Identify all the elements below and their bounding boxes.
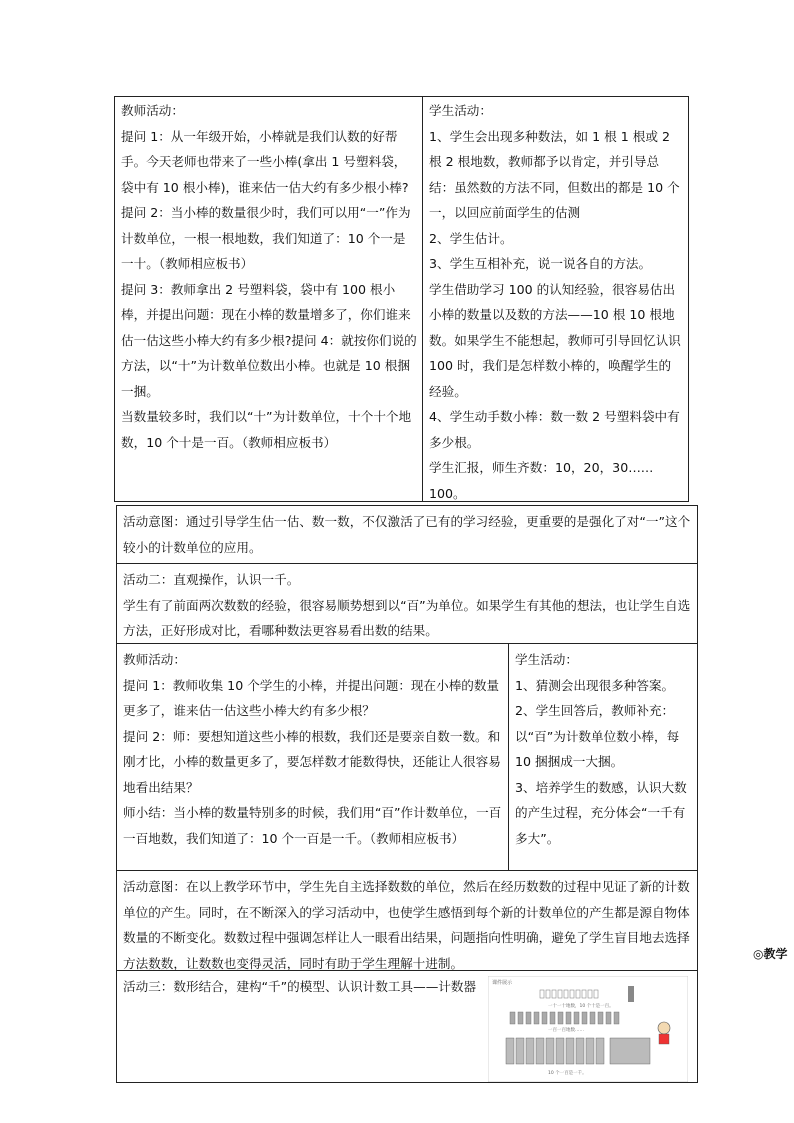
activity-intent-cell-1	[116, 505, 698, 564]
student-item-2-2: 2、学生回答后，教师补充：以“百”为计数单位数小棒，每 10 捆捆成一大捆。	[515, 703, 680, 769]
teacher-summary-1: 当数量较多时，我们以“十”为计数单位，十个十个地数，10 个十是一百。（教师相应板书）	[121, 409, 412, 450]
activity-intent-1: 活动意图：通过引导学生估一估、数一数，不仅激活了已有的学习经验，更重要的是强化了对“一”这个较小的计数单位的应用。	[123, 514, 691, 555]
teacher-question-3: 提问 3：教师拿出 2 号塑料袋，袋中有 100 根小棒，并提出问题：现在小棒的数量增多了，你们谁来估一估这些小棒大约有多少根?提问 4：就按你们说的方法，以“十”为计数单位数出小棒。也就是 10 根捆一捆。	[121, 281, 417, 399]
teacher-question-2: 提问 2：当小棒的数量很少时，我们可以用“一”作为计数单位，一根一根地数，我们知道了：10 个一是一十。（教师相应板书）	[121, 205, 411, 271]
teacher-question-1: 提问 1：从一年级开始，小棒就是我们认数的好帮手。今天老师也带来了一些小棒(拿出 1 号塑料袋，袋中有 10 根小棒)，谁来估一估大约有多少根小棒?	[121, 128, 409, 195]
student-heading-1: 学生活动：	[429, 103, 492, 118]
thousand-bundles-row	[506, 1038, 650, 1064]
student-item-4: 4、学生动手数小棒：数一数 2 号塑料袋中有多少根。	[429, 409, 680, 450]
student-item-2-3: 3、培养学生的数感，认识大数的产生过程，充分体会“一千有多大”。	[515, 779, 687, 846]
student-item-3: 3、学生互相补充，说一说各自的方法。	[429, 256, 652, 271]
courseware-figure	[488, 976, 688, 1082]
activity-three-title: 活动三：数形结合，建构“千”的模型、认识计数工具——计数器	[123, 979, 477, 994]
teacher-question-2-2: 提问 2：师：要想知道这些小棒的根数，我们还是要亲自数一数。和刚才比，小棒的数量更多了，要怎样数才能数得快，还能让人很容易地看出结果？	[123, 728, 501, 795]
figure-label-2: 一百一百地数……	[548, 1028, 584, 1033]
student-item-2: 2、学生估计。	[429, 230, 513, 246]
activity-two-title: 活动二：直观操作，认识一千。	[123, 572, 300, 587]
student-activity-cell-2	[508, 643, 698, 871]
student-activity-cell-1	[422, 96, 689, 502]
teacher-heading-2: 教师活动：	[123, 652, 186, 667]
teacher-summary-2: 师小结：当小棒的数量特别多的时候，我们用“百”作计数单位，一百一百地数，我们知道了：10 个一百是一千。（教师相应板书）	[123, 805, 502, 846]
figure-label-3: 10 个一百是一千。	[548, 1071, 587, 1076]
activity-intent-cell-2	[116, 870, 698, 971]
cartoon-child-icon	[658, 1022, 670, 1034]
teacher-activity-cell-2	[116, 643, 509, 871]
student-item-2-1: 1、猜测会出现很多种答案。	[515, 677, 675, 693]
student-item-1: 1、学生会出现多种数法，如 1 根 1 根或 2 根 2 根地数，教师都予以肯定，并引导总结：虽然数的方法不同，但数出的都是 10 个一，以回应前面学生的估测	[429, 128, 680, 220]
hundred-bundle	[628, 986, 634, 1002]
activity-intent-2: 活动意图：在以上教学环节中，学生先自主选择数数的单位，然后在经历数数的过程中见证了新的计数单位的产生。同时，在不断深入的学习活动中，也使学生感悟到每个新的计数单位的产生都是源自物体数量的不断变化。数数过程中强调怎样让人一眼看出结果，问题指向性明确，避免了学生盲目地去选择方法数数，让数数也变得灵活，同时有助于学生理解十进制。	[123, 879, 690, 971]
activity-two-cell	[116, 563, 698, 644]
side-mark: ◎教学	[753, 947, 788, 961]
teacher-heading-1: 教师活动：	[121, 103, 184, 118]
teacher-activity-cell-1	[114, 96, 423, 502]
activity-two-description: 学生有了前面两次数数的经验，很容易顺势想到以“百”为单位。如果学生有其他的想法，也让学生自选方法，正好形成对比，看哪种数法更容易看出数的结果。	[123, 597, 691, 638]
figure-label-1: 一十一十地数，10 个十是一百。	[548, 1004, 614, 1009]
figure-header: 课件展示	[492, 980, 513, 986]
teacher-question-2-1: 提问 1：教师收集 10 个学生的小棒，并提出问题：现在小棒的数量更多了，谁来估一估这些小棒大约有多少根？	[123, 677, 500, 718]
student-report: 学生汇报，师生齐数：10，20，30……100。	[429, 460, 654, 501]
student-heading-2: 学生活动：	[515, 652, 578, 667]
student-item-3-detail: 学生借助学习 100 的认知经验，很容易估出小棒的数量以及数的方法——10 根 10 根地数。如果学生不能想起，教师可引导回忆认识 100 时，我们是怎样数小棒的，唤醒学生的经验。	[429, 281, 681, 399]
